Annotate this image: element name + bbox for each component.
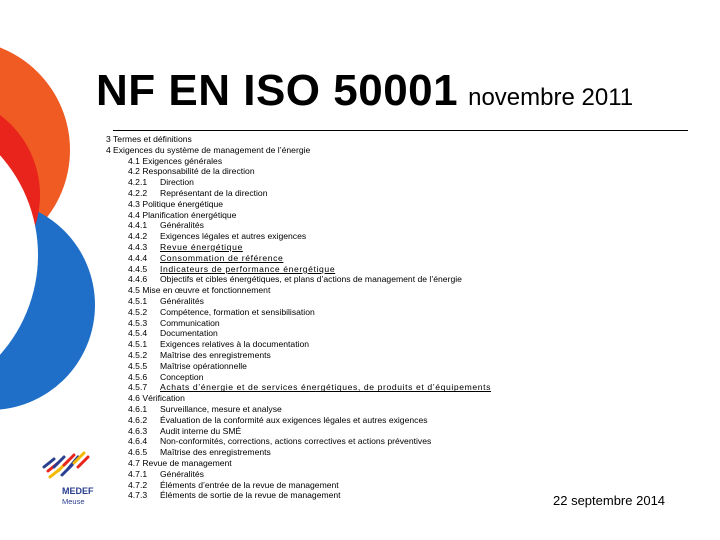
toc-entry	[0, 134, 560, 145]
toc-entry	[0, 156, 560, 167]
toc-entry-number: 4.4.3	[128, 241, 148, 252]
toc-entry-number: 3	[106, 134, 111, 144]
toc-entry	[0, 382, 560, 393]
toc-entry-text: Exigences du système de management de l’énergie	[113, 144, 311, 155]
toc-entry-number: 4.2.2	[128, 187, 148, 198]
toc-entry-text: Exigences légales et autres exigences	[160, 231, 307, 242]
toc-entry-text: Maîtrise des enregistrements	[160, 447, 271, 458]
logo-text-name: MEDEF	[62, 486, 94, 496]
toc-entry-number: 4.5.4	[128, 328, 148, 339]
toc-entry-text: Compétence, formation et sensibilisation	[160, 306, 315, 317]
toc-entry	[0, 426, 560, 437]
toc-entry	[0, 253, 560, 264]
toc-entry-text: 4.1 Exigences générales	[128, 155, 223, 166]
toc-entry	[0, 415, 560, 426]
toc-entry-text: 4.4 Planification énergétique	[128, 209, 237, 220]
toc-entry-number: 4.4.2	[128, 231, 148, 242]
toc-entry-text: Documentation	[160, 328, 218, 339]
toc-entry	[0, 285, 560, 296]
toc-entry	[0, 328, 560, 339]
toc-entry-text: 4.6 Vérification	[128, 393, 185, 404]
toc-entry-number: 4.6.2	[128, 414, 148, 425]
toc-entry-text: Conception	[160, 371, 204, 382]
toc-entry-number: 4.4.1	[128, 220, 148, 231]
toc-entry-text: Indicateurs de performance énergétique	[160, 263, 336, 274]
toc-entry	[0, 231, 560, 242]
toc-entry-number: 4.5.2	[128, 349, 148, 360]
title-subtitle: novembre 2011	[468, 84, 634, 111]
toc-entry-number: 4.7.3	[128, 490, 148, 501]
toc-entry	[0, 220, 560, 231]
toc-entry-text: Achats d’énergie et de services énergétiques, de produits et d’équipements	[160, 382, 492, 393]
toc-entry-number: 4.5.1	[128, 295, 148, 306]
title-divider	[113, 130, 688, 131]
toc-entry-text: Généralités	[160, 468, 204, 479]
toc-entry-number: 4.5.1	[128, 339, 148, 350]
toc-entry-number: 4.4.5	[128, 263, 148, 274]
toc-entry-number: 4.6.4	[128, 436, 148, 447]
toc-entry	[0, 199, 560, 210]
slide-title	[96, 66, 633, 116]
toc-entry-number: 4.5.5	[128, 360, 148, 371]
toc-entry-number: 4.2.1	[128, 177, 148, 188]
toc-entry-text: Généralités	[160, 220, 204, 231]
toc-entry	[0, 296, 560, 307]
toc-entry-number: 4	[106, 144, 111, 155]
toc-entry-text: Maîtrise opérationnelle	[160, 360, 247, 371]
toc-entry-text: Évaluation de la conformité aux exigences légales et autres exigences	[160, 414, 428, 425]
toc-entry	[0, 264, 560, 275]
toc-entry	[0, 166, 560, 177]
toc-entry-number: 4.6.1	[128, 403, 148, 414]
toc-entry	[0, 339, 560, 350]
toc-entry-text: 4.7 Revue de management	[128, 457, 232, 468]
toc-entry-text: Direction	[160, 177, 194, 188]
toc-entry-text: 4.2 Responsabilité de la direction	[128, 166, 255, 177]
logo-text-region: Meuse	[62, 497, 85, 506]
toc-entry-text: Éléments de sortie de la revue de management	[160, 490, 341, 501]
toc-entry-text: Représentant de la direction	[160, 187, 268, 198]
toc-entry-text: Consommation de référence	[160, 252, 284, 263]
toc-entry	[0, 177, 560, 188]
toc-entry-text: Surveillance, mesure et analyse	[160, 403, 282, 414]
toc-entry-number: 4.5.2	[128, 306, 148, 317]
toc-entry	[0, 242, 560, 253]
toc-entry-text: Exigences relatives à la documentation	[160, 339, 310, 350]
toc-entry-number: 4.6.3	[128, 425, 148, 436]
toc-entry-number: 4.5.6	[128, 371, 148, 382]
toc-entry-number: 4.6.5	[128, 447, 148, 458]
toc-entry-text: 4.3 Politique énergétique	[128, 198, 224, 209]
title-main: NF EN ISO 50001	[96, 66, 459, 115]
toc-entry-text: Généralités	[160, 295, 204, 306]
toc-entry	[0, 210, 560, 221]
toc-entry-number: 4.7.1	[128, 468, 148, 479]
toc-entry-number: 4.4.6	[128, 274, 148, 285]
toc-entry-number: 4.5.3	[128, 317, 148, 328]
toc-entry-number: 4.4.4	[128, 252, 148, 263]
toc-entry-text: Termes et définitions	[113, 134, 192, 144]
slide-date: 22 septembre 2014	[553, 493, 666, 508]
toc-entry-text: Objectifs et cibles énergétiques, et plans d’actions de management de l’énergie	[160, 274, 462, 285]
toc-entry-text: Audit interne du SMÉ	[160, 425, 242, 436]
toc-entry	[0, 372, 560, 383]
toc-entry-text: Revue énergétique	[160, 241, 243, 252]
toc-entry-text: Non-conformités, corrections, actions correctives et actions préventives	[160, 436, 432, 447]
toc-entry	[0, 274, 560, 285]
toc-entry-text: Maîtrise des enregistrements	[160, 349, 271, 360]
toc-entry-text: Communication	[160, 317, 220, 328]
toc-entry	[0, 404, 560, 415]
toc-entry-text: 4.5 Mise en œuvre et fonctionnement	[128, 285, 271, 296]
toc-entry	[0, 350, 560, 361]
toc-entry	[0, 188, 560, 199]
toc-entry	[0, 393, 560, 404]
toc-entry	[0, 307, 560, 318]
toc-entry-text: Éléments d’entrée de la revue de management	[160, 479, 339, 490]
toc-entry	[0, 145, 560, 156]
toc-entry	[0, 318, 560, 329]
toc-entry-number: 4.5.7	[128, 382, 148, 393]
toc-entry-number: 4.7.2	[128, 479, 148, 490]
toc-entry	[0, 361, 560, 372]
